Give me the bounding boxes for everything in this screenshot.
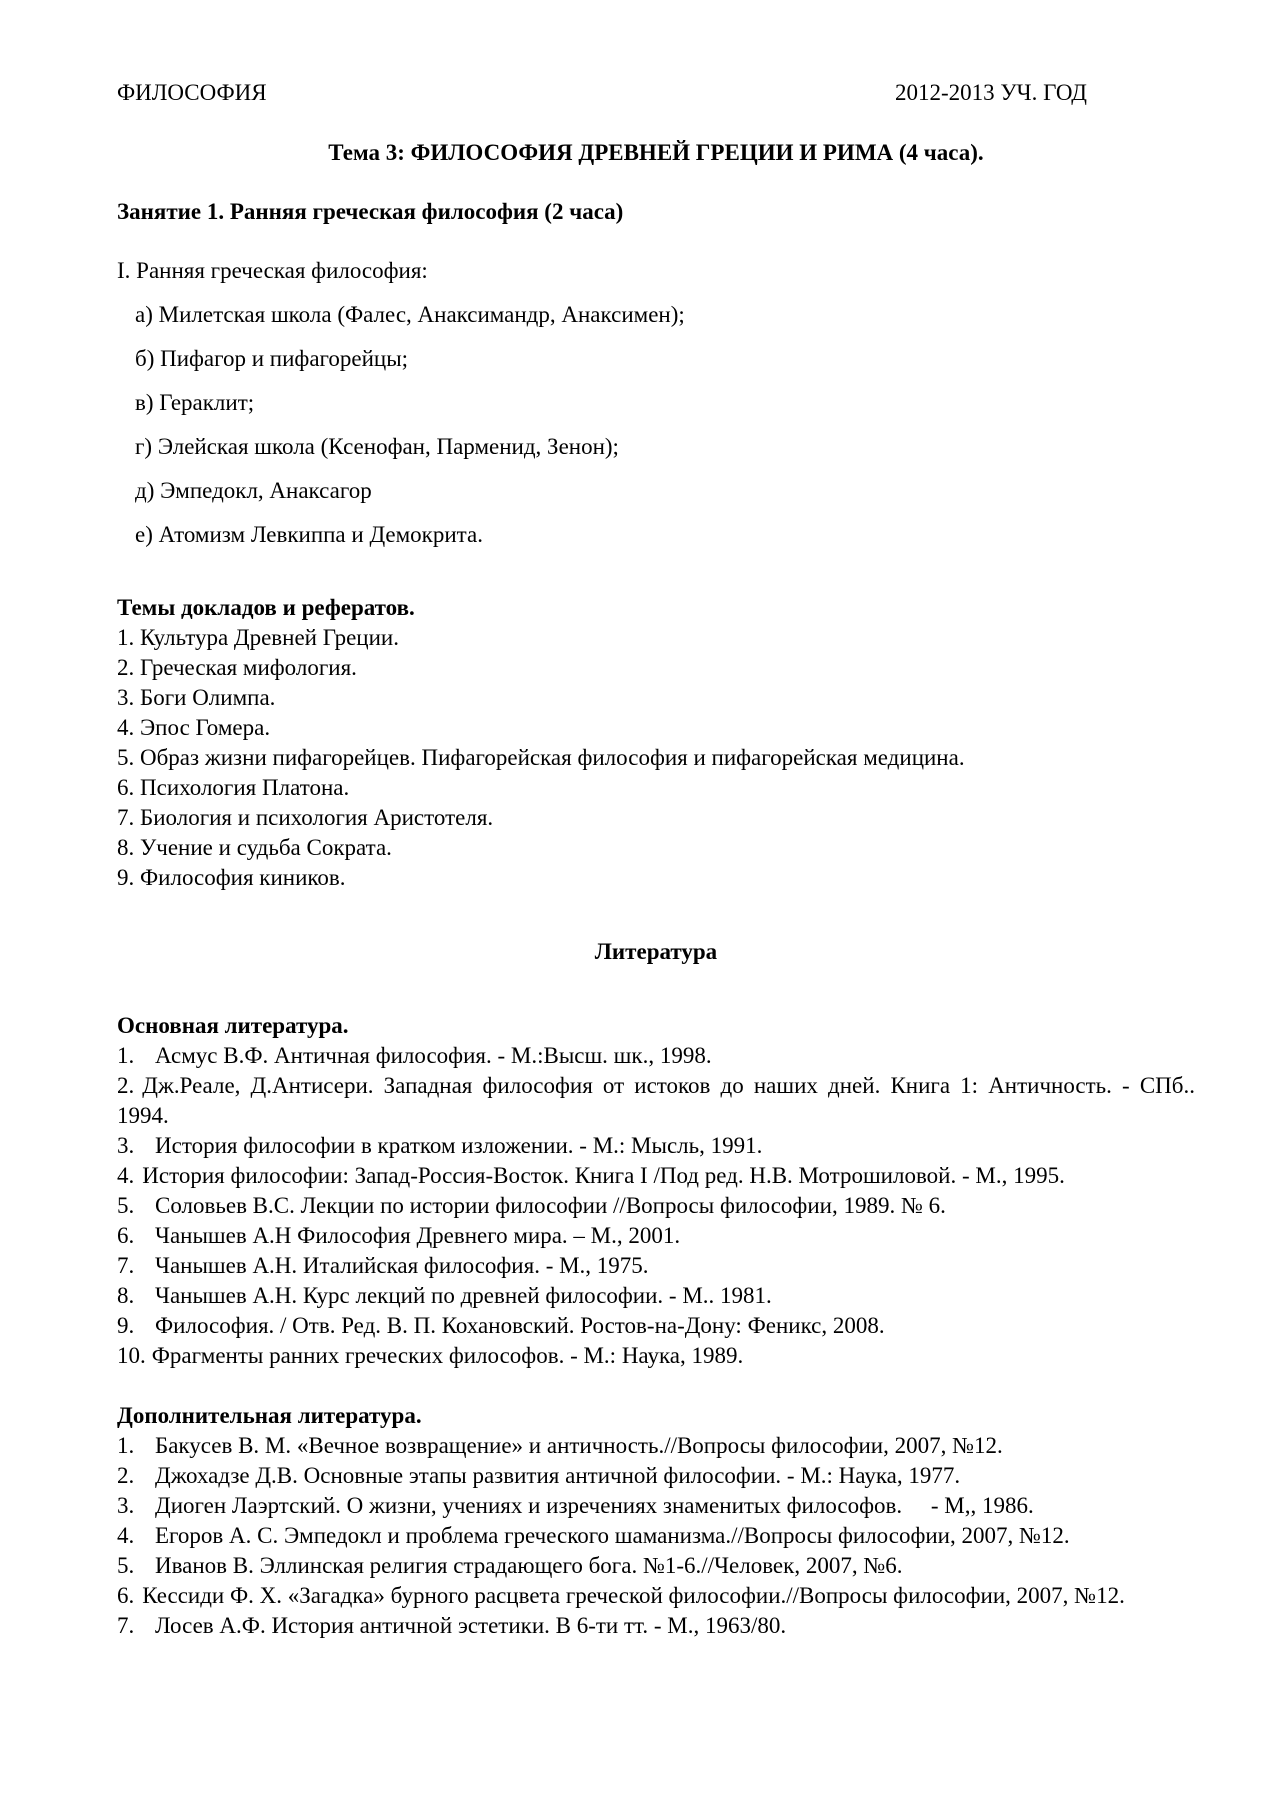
reference-item	[117, 1251, 1195, 1281]
subject-label: ФИЛОСОФИЯ	[117, 80, 267, 105]
reference-number: 1.	[117, 1433, 135, 1458]
reference-item	[117, 1311, 1195, 1341]
outline-list	[117, 300, 1195, 550]
reference-number: 6.	[117, 1223, 135, 1248]
reference-text: Чанышев А.Н. Курс лекций по древней философии. - М.. 1981.	[155, 1283, 772, 1308]
reference-number: 4.	[117, 1163, 135, 1188]
document-page	[117, 78, 1195, 1641]
reference-text: История философии: Запад-Россия-Восток. Книга I /Под ред. Н.В. Мотрошиловой. - М., 1995.	[142, 1163, 1065, 1188]
topic-title: Тема 3: ФИЛОСОФИЯ ДРЕВНЕЙ ГРЕЦИИ И РИМА (4 часа).	[328, 140, 984, 165]
reference-text: Иванов В. Эллинская религия страдающего бога. №1-6.//Человек, 2007, №6.	[155, 1553, 903, 1578]
reference-number: 2.	[117, 1073, 135, 1098]
reference-item	[117, 1281, 1195, 1311]
reference-item	[117, 1071, 1195, 1131]
topics-list	[117, 623, 1195, 893]
topic-item: 2. Греческая мифология.	[117, 655, 357, 680]
reference-text: Джохадзе Д.В. Основные этапы развития античной философии. - М.: Наука, 1977.	[155, 1463, 961, 1488]
reference-item	[117, 1431, 1195, 1461]
reference-text: Чанышев А.Н. Италийская философия. - М., 1975.	[155, 1253, 649, 1278]
reference-number: 7.	[117, 1613, 135, 1638]
outline-item: г) Элейская школа (Ксенофан, Парменид, Зенон);	[135, 434, 619, 459]
topic-item: 7. Биология и психология Аристотеля.	[117, 805, 494, 830]
main-literature-list	[117, 1041, 1195, 1371]
reference-item	[117, 1191, 1195, 1221]
reference-item	[117, 1491, 1195, 1521]
outline-item: б) Пифагор и пифагорейцы;	[135, 346, 409, 371]
topic-item: 6. Психология Платона.	[117, 775, 350, 800]
reference-item	[117, 1221, 1195, 1251]
reference-number: 5.	[117, 1553, 135, 1578]
reference-item	[117, 1581, 1195, 1611]
reference-item	[117, 1461, 1195, 1491]
outline-heading: I. Ранняя греческая философия:	[117, 258, 428, 283]
reference-text: Соловьев В.С. Лекции по истории философии //Вопросы философии, 1989. № 6.	[155, 1193, 946, 1218]
reference-text: Кессиди Ф. Х. «Загадка» бурного расцвета греческой философии.//Вопросы философии, 2007, №12.	[142, 1583, 1125, 1608]
reference-number: 7.	[117, 1253, 135, 1278]
outline-item: д) Эмпедокл, Анаксагор	[135, 478, 372, 503]
topic-item: 3. Боги Олимпа.	[117, 685, 276, 710]
topics-heading: Темы докладов и рефератов.	[117, 595, 415, 620]
reference-text: Философия. / Отв. Ред. В. П. Кохановский. Ростов-на-Дону: Феникс, 2008.	[155, 1313, 885, 1338]
literature-title: Литература	[594, 939, 718, 964]
reference-item	[117, 1131, 1195, 1161]
reference-number: 4.	[117, 1523, 135, 1548]
reference-number: 2.	[117, 1463, 135, 1488]
reference-text: Бакусев В. М. «Вечное возвращение» и античность.//Вопросы философии, 2007, №12.	[155, 1433, 1003, 1458]
academic-year: 2012-2013 УЧ. ГОД	[894, 80, 1087, 105]
reference-item	[117, 1041, 1195, 1071]
page-header	[117, 78, 1087, 108]
outline-item: е) Атомизм Левкиппа и Демокрита.	[135, 522, 483, 547]
additional-literature-heading: Дополнительная литература.	[117, 1403, 422, 1428]
reference-item	[117, 1161, 1195, 1191]
main-literature-heading: Основная литература.	[117, 1013, 349, 1038]
reference-number: 6.	[117, 1583, 135, 1608]
reference-text: Диоген Лаэртский. О жизни, учениях и изречениях знаменитых философов. - М,, 1986.	[155, 1493, 1034, 1518]
outline-item: а) Милетская школа (Фалес, Анаксимандр, Анаксимен);	[135, 302, 685, 327]
reference-text: Асмус В.Ф. Античная философия. - М.:Высш. шк., 1998.	[155, 1043, 712, 1068]
reference-text: Чанышев А.Н Философия Древнего мира. – М., 2001.	[155, 1223, 681, 1248]
additional-literature-list	[117, 1431, 1195, 1641]
topic-item: 1. Культура Древней Греции.	[117, 625, 399, 650]
reference-number: 3.	[117, 1493, 135, 1518]
reference-number: 1.	[117, 1043, 135, 1068]
reference-text: История философии в кратком изложении. - М.: Мысль, 1991.	[155, 1133, 763, 1158]
reference-text: Лосев А.Ф. История античной эстетики. В 6-ти тт. - М., 1963/80.	[155, 1613, 787, 1638]
reference-item	[117, 1611, 1195, 1641]
outline-item: в) Гераклит;	[135, 390, 255, 415]
reference-text: Фрагменты ранних греческих философов. - М.: Наука, 1989.	[151, 1343, 744, 1368]
reference-item	[117, 1551, 1195, 1581]
reference-number: 9.	[117, 1313, 135, 1338]
reference-number: 10.	[117, 1343, 146, 1368]
topic-item: 9. Философия киников.	[117, 865, 346, 890]
reference-number: 5.	[117, 1193, 135, 1218]
topic-item: 5. Образ жизни пифагорейцев. Пифагорейская философия и пифагорейская медицина.	[117, 745, 965, 770]
topic-item: 8. Учение и судьба Сократа.	[117, 835, 392, 860]
reference-item	[117, 1341, 1195, 1371]
topic-item: 4. Эпос Гомера.	[117, 715, 271, 740]
reference-item	[117, 1521, 1195, 1551]
lesson-title: Занятие 1. Ранняя греческая философия (2 часа)	[117, 199, 624, 224]
reference-text: Егоров А. С. Эмпедокл и проблема греческого шаманизма.//Вопросы философии, 2007, №12.	[155, 1523, 1070, 1548]
reference-text: Дж.Реале, Д.Антисери. Западная философия от истоков до наших дней. Книга 1: Античность. - СПб.. 1994.	[117, 1073, 1195, 1128]
reference-number: 8.	[117, 1283, 135, 1308]
reference-number: 3.	[117, 1133, 135, 1158]
